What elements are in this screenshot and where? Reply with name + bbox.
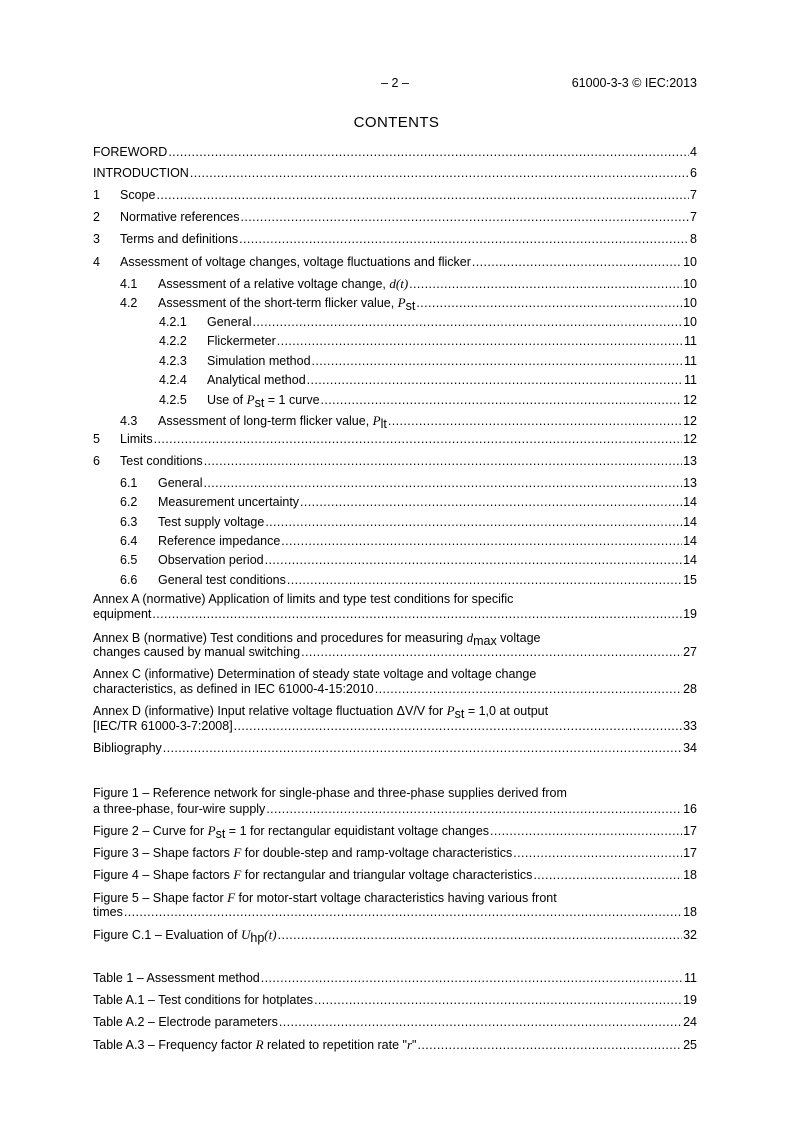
entry-title: times (93, 905, 123, 919)
toc-entry-annex-b[interactable] (93, 645, 697, 660)
toc-entry-annex-c[interactable] (93, 682, 697, 697)
entry-number: 4 (93, 255, 100, 269)
entry-page: 10 (683, 255, 697, 269)
entry-title: Analytical method (207, 373, 306, 387)
entry-title: Figure 3 – Shape factors F for double-step and ramp-voltage characteristics (93, 845, 513, 860)
entry-page: 11 (684, 373, 697, 387)
toc-entry-table-a3[interactable] (93, 1037, 697, 1053)
entry-title: Observation period (158, 553, 264, 567)
toc-entry-limits[interactable] (93, 432, 697, 447)
toc-entry-terms-definitions[interactable] (93, 232, 697, 247)
entry-page: 10 (683, 315, 697, 329)
entry-title: Simulation method (207, 354, 311, 368)
entry-page: 19 (683, 993, 697, 1007)
entry-page: 10 (683, 296, 697, 310)
entry-page: 18 (683, 905, 697, 919)
toc-entry-4-3[interactable] (120, 413, 697, 432)
contents-heading: CONTENTS (353, 114, 440, 131)
annex-b-line1: Annex B (normative) Test conditions and procedures for measuring $d_{max}$ voltage (93, 630, 541, 648)
entry-title: Table A.3 – Frequency factor R related to repetition rate "r" (93, 1037, 417, 1052)
entry-number: 3 (93, 232, 100, 246)
document-id: 61000-3-3 © IEC:2013 (571, 76, 697, 90)
figure-1-line1: Figure 1 – Reference network for single-phase and three-phase supplies derived from (93, 786, 567, 800)
entry-number: 5 (93, 432, 100, 446)
entry-page: 11 (684, 354, 697, 368)
toc-entry-6-5[interactable] (120, 553, 697, 568)
entry-title: Table A.2 – Electrode parameters (93, 1015, 278, 1029)
entry-page: 11 (684, 334, 697, 348)
toc-entry-6-3[interactable] (120, 515, 697, 530)
entry-number: 6.3 (120, 515, 138, 529)
entry-title: FOREWORD (93, 145, 168, 159)
toc-entry-foreword[interactable] (93, 145, 697, 160)
entry-title: Test supply voltage (158, 515, 265, 529)
entry-page: 7 (690, 210, 697, 224)
entry-page: 34 (683, 741, 697, 755)
entry-page: 15 (683, 573, 697, 587)
toc-entry-6-2[interactable] (120, 495, 697, 510)
entry-title: a three-phase, four-wire supply (93, 802, 266, 816)
toc-entry-4-1[interactable] (120, 276, 697, 292)
toc-entry-normative-references[interactable] (93, 210, 697, 225)
entry-page: 25 (683, 1038, 697, 1052)
entry-page: 33 (683, 719, 697, 733)
entry-number: 6.1 (120, 476, 138, 490)
toc-entry-figure-3[interactable] (93, 845, 697, 861)
entry-title: Table 1 – Assessment method (93, 971, 260, 985)
entry-page: 11 (684, 971, 697, 985)
entry-title: General (158, 476, 203, 490)
entry-title: Assessment of the short-term flicker value, $P_{st}$ (158, 295, 416, 313)
entry-title: Limits (120, 432, 153, 446)
entry-number: 2 (93, 210, 100, 224)
entry-title: Use of $P_{st} = 1$ curve (207, 392, 320, 410)
entry-number: 6 (93, 454, 100, 468)
entry-page: 14 (683, 553, 697, 567)
entry-number: 4.1 (120, 277, 138, 291)
toc-entry-figure-c1[interactable] (93, 927, 697, 946)
entry-title: equipment (93, 607, 152, 621)
entry-page: 32 (683, 928, 697, 942)
entry-page: 12 (683, 414, 697, 428)
entry-title: Scope (120, 188, 156, 202)
entry-number: 4.2 (120, 296, 138, 310)
entry-page: 6 (690, 166, 697, 180)
entry-page: 19 (683, 607, 697, 621)
entry-page: 12 (683, 432, 697, 446)
entry-page: 10 (683, 277, 697, 291)
toc-entry-bibliography[interactable] (93, 741, 697, 756)
entry-page: 14 (683, 515, 697, 529)
entry-number: 4.2.1 (159, 315, 187, 329)
entry-page: 16 (683, 802, 697, 816)
entry-title: Figure C.1 – Evaluation of $U_{hp}(t)$ (93, 927, 277, 945)
entry-page: 17 (683, 824, 697, 838)
toc-entry-table-a1[interactable] (93, 993, 697, 1008)
toc-entry-figure-2[interactable] (93, 823, 697, 842)
toc-entry-4-2-1[interactable] (159, 315, 697, 330)
toc-entry-annex-d[interactable] (93, 719, 697, 734)
toc-entry-4-2-2[interactable] (159, 334, 697, 349)
entry-number: 4.2.5 (159, 393, 187, 407)
annex-a-line1: Annex A (normative) Application of limits and type test conditions for specific (93, 592, 514, 606)
toc-entry-annex-a[interactable] (93, 607, 697, 622)
annex-c-line1: Annex C (informative) Determination of steady state voltage and voltage change (93, 667, 537, 681)
annex-d-line1: Annex D (informative) Input relative voltage fluctuation ΔV/V for $P_{st} = 1,0$ at output (93, 703, 549, 721)
entry-number: 4.2.4 (159, 373, 187, 387)
entry-page: 24 (683, 1015, 697, 1029)
toc-entry-4-2-4[interactable] (159, 373, 697, 388)
entry-title: General test conditions (158, 573, 286, 587)
entry-number: 6.2 (120, 495, 138, 509)
entry-title: Test conditions (120, 454, 203, 468)
entry-page: 13 (683, 454, 697, 468)
entry-page: 27 (683, 645, 697, 659)
entry-number: 6.6 (120, 573, 138, 587)
entry-page: 13 (683, 476, 697, 490)
entry-title: Flickermeter (207, 334, 276, 348)
entry-number: 4.2.2 (159, 334, 187, 348)
entry-title: [IEC/TR 61000-3-7:2008] (93, 719, 233, 733)
toc-entry-figure-5[interactable] (93, 905, 697, 920)
toc-entry-figure-4[interactable] (93, 867, 697, 883)
entry-title: characteristics, as defined in IEC 61000-4-15:2010 (93, 682, 374, 696)
entry-title: Assessment of voltage changes, voltage fluctuations and flicker (120, 255, 471, 269)
toc-entry-4-2[interactable] (120, 295, 697, 314)
entry-page: 14 (683, 495, 697, 509)
entry-page: 7 (690, 188, 697, 202)
entry-title: Bibliography (93, 741, 162, 755)
toc-entry-introduction[interactable] (93, 166, 697, 181)
entry-title: Figure 2 – Curve for $P_{st} = 1$ for rectangular equidistant voltage changes (93, 823, 490, 841)
entry-number: 4.3 (120, 414, 138, 428)
page-number: – 2 – (381, 76, 409, 90)
toc-entry-4-2-5[interactable] (159, 392, 697, 411)
toc-entry-table-1[interactable] (93, 971, 697, 986)
entry-title: Normative references (120, 210, 240, 224)
entry-number: 1 (93, 188, 100, 202)
entry-title: Table A.1 – Test conditions for hotplates (93, 993, 314, 1007)
toc-entry-6-1[interactable] (120, 476, 697, 491)
toc-entry-scope[interactable] (93, 188, 697, 203)
entry-title: INTRODUCTION (93, 166, 189, 180)
entry-number: 6.5 (120, 553, 138, 567)
toc-entry-assessment[interactable] (93, 255, 697, 270)
entry-number: 4.2.3 (159, 354, 187, 368)
entry-page: 8 (690, 232, 697, 246)
entry-title: Terms and definitions (120, 232, 239, 246)
toc-entry-4-2-3[interactable] (159, 354, 697, 369)
entry-page: 4 (690, 145, 697, 159)
toc-entry-test-conditions[interactable] (93, 454, 697, 469)
toc-entry-table-a2[interactable] (93, 1015, 697, 1030)
entry-title: General (207, 315, 252, 329)
toc-entry-figure-1[interactable] (93, 802, 697, 817)
toc-entry-6-4[interactable] (120, 534, 697, 549)
entry-title: Assessment of a relative voltage change, d(t) (158, 276, 409, 291)
entry-title: Reference impedance (158, 534, 281, 548)
entry-title: Figure 4 – Shape factors F for rectangular and triangular voltage characteristics (93, 867, 533, 882)
entry-page: 12 (683, 393, 697, 407)
entry-number: 6.4 (120, 534, 138, 548)
toc-entry-6-6[interactable] (120, 573, 697, 588)
figure-5-line1: Figure 5 – Shape factor F for motor-start voltage characteristics having various front (93, 890, 557, 905)
entry-page: 28 (683, 682, 697, 696)
entry-page: 18 (683, 868, 697, 882)
entry-page: 17 (683, 846, 697, 860)
entry-title: Measurement uncertainty (158, 495, 300, 509)
entry-page: 14 (683, 534, 697, 548)
entry-title: Assessment of long-term flicker value, $P_{lt}$ (158, 413, 387, 431)
page-header (93, 76, 697, 92)
entry-title: changes caused by manual switching (93, 645, 301, 659)
